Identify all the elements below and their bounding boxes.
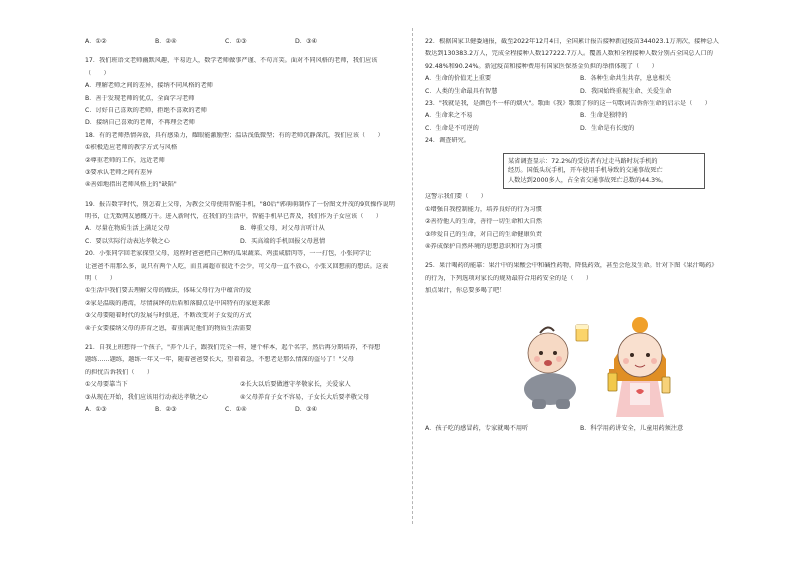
survey-text: 人数达到2000多人，占全省交通事故死亡总数的44.3%。 xyxy=(508,176,668,184)
option-c: C．人类的生命最具有智慧 xyxy=(425,87,498,95)
options-row xyxy=(85,238,403,250)
statement-item: ②尊重老师的工作，远近老师 xyxy=(85,156,165,164)
statement-item: ③从现在开始，我们应该用行动表达孝敬之心 xyxy=(85,393,209,401)
option-b: B．②④ xyxy=(155,38,177,45)
option-d: D．我国始终重视生命、关爱生命 xyxy=(580,87,672,95)
statement-item: ①父母要靠当下 xyxy=(85,381,128,389)
question-stem: 20．小张同学回老家探望父母，返程时爸爸把自己种的瓜果蔬菜、鸡蛋咸腊肉等，一一打包，小张同学让 xyxy=(85,250,372,258)
option-a: A．理解老师之间的差异，接纳不同风格的老师 xyxy=(85,82,213,90)
statement-item: ④子女要接纳父母的养育之恩，着重满足他们的物质生活需要 xyxy=(85,324,252,332)
option-b: B．各种生命共生共存，息息相关 xyxy=(580,75,671,83)
juice-glass-icon xyxy=(576,325,588,341)
option-d: D．③④ xyxy=(295,405,318,413)
statement-item: ①积极适应老师的教学方式与风格 xyxy=(85,144,178,152)
option-a: A．①② xyxy=(85,38,107,45)
statement-item: ②善待他人的生命，善待一切生命和大自然 xyxy=(425,218,542,226)
question-stem: 23．"我就是我，是颜色不一样的烟火"。歌曲《我》歌颂了你的这一句歌词告诉你生命的启示是（ ） xyxy=(425,99,711,107)
option-b: B．生命是独特的 xyxy=(580,112,628,120)
question-stem: （ ） xyxy=(85,69,110,77)
question-stem: 22．根据国家卫健委通报，截至2022年12月4日，全国累计报告接种新冠疫苗344023.1万剂次，接种总人 xyxy=(425,38,719,45)
question-23 xyxy=(425,100,745,137)
options-row xyxy=(425,112,745,124)
question-17 xyxy=(85,57,403,131)
options-row xyxy=(425,75,745,87)
statement-row xyxy=(85,394,403,406)
option-a: A．尽量在物质生活上满足父母 xyxy=(85,225,170,233)
option-b: B．科学用药讲安全，儿童用药须注意 xyxy=(580,425,684,433)
question-18 xyxy=(85,132,403,194)
option-b: B．②③ xyxy=(155,405,177,413)
statement-item: ①生活中我们要去理解父母的做法，体味父母行为中蕴含的爱 xyxy=(85,287,252,295)
option-a: A．孩子吃的感冒药，专家就喝不用听 xyxy=(425,425,529,433)
question-stem: 18．有的老师热情奔放，具有感染力，耀眼能激励型；温话浅低微型；有的老师沉静深沉，我们应该（ ） xyxy=(85,131,384,139)
statement-item: ②家是温暖的港湾，尽情演绎的后盾和落脚点是中国特有的家庭来源 xyxy=(85,299,270,307)
question-22 xyxy=(425,38,745,100)
option-a: A．生命来之不易 xyxy=(425,112,473,120)
option-a: A．生命的价值无上重要 xyxy=(425,75,492,83)
option-c: C．①③ xyxy=(225,38,247,45)
statement-item: ④养成保护自然环境的思想意识和行为习惯 xyxy=(425,242,542,250)
option-c: C．①④ xyxy=(225,405,247,413)
question-stem: 的行为，下列选项对家长的规劝最符合用药安全的是（ ） xyxy=(425,274,593,282)
statement-item: ③要承认老师之间有差异 xyxy=(85,168,153,176)
question-20 xyxy=(85,250,403,337)
question-24 xyxy=(425,137,745,255)
option-d: D．接纳自己喜欢的老师，不再理会老师 xyxy=(85,119,195,127)
option-c: C．讨好自己喜欢的老师，拒绝不喜欢的老师 xyxy=(85,106,207,114)
question-19 xyxy=(85,201,403,251)
options-row xyxy=(425,425,745,437)
question-stem: 让爸爸不用那么多，说只有两个人吃，而且离超市很近不会少，可父母一直不放心，小张又回想前的想法。这表 xyxy=(85,262,389,270)
question-stem: 21．自我上班想得一个孩子，"养个儿子，跟我们完全一样，建个样本，起个名字，然后再分期培养，不得想 xyxy=(85,343,381,351)
statement-row xyxy=(85,381,403,393)
statement-item: ②长大以后要做遵守孝敬家长，关爱家人 xyxy=(240,381,351,389)
statement-item: ④善如地指出老师风格上的"缺陷" xyxy=(85,181,177,189)
question-prompt: 这警示我们要（ ） xyxy=(425,193,487,201)
statement-item: ③珍爱自己的生命，对自己的生命健康负责 xyxy=(425,230,542,238)
cartoon-caption: 加点果汁，你总要多喝了吧！ xyxy=(425,287,506,295)
statement-item: ④父母养育子女不容易，子女长大后要孝敬父母 xyxy=(240,393,370,401)
option-c: C．生命是不可逆的 xyxy=(425,124,479,132)
survey-text: 经历。国低头玩手机，开车使用手机导致的交通事故死亡 xyxy=(508,167,663,175)
baby-figure xyxy=(524,328,576,410)
option-c: C．要以实际行动表达孝敬之心 xyxy=(85,237,170,245)
question-stem: 题练……题练，题练一年又一年，随着爸爸要长大，望着着急，不想老是那么情深的盗号了！"父母 xyxy=(85,356,354,364)
question-stem: 19．报告数字时代，别怎着上父母，为教会父母使用智能手机，"80后"郭萌萌制作了一份图文并茂的9页操作说明 xyxy=(85,200,395,208)
option-b: B．善于发现老师的优点，全面学习老师 xyxy=(85,94,195,102)
spoon-icon xyxy=(662,377,670,393)
left-column xyxy=(85,38,403,418)
option-b: B．尊重父母，对父母言听计从 xyxy=(240,225,325,233)
question-stem: 24．调查研究。 xyxy=(425,137,470,145)
option-a: A．①③ xyxy=(85,405,107,413)
question-stem: 92.48%和90.24%。新冠疫苗和接种费用有国家医保基金负担的举措体现了（ ） xyxy=(425,62,658,70)
question-stem: 25．果汁喝药的能靠：果汁中的果酸会中和碱性药物，降低药效，甚至会危及生命。针对下图《果汁喝药》 xyxy=(425,262,718,270)
options-row xyxy=(85,225,403,237)
question-21 xyxy=(85,344,403,418)
option-d: D．买高端的手机回报父母恩情 xyxy=(240,237,326,245)
survey-box xyxy=(503,153,705,190)
girl-figure xyxy=(614,317,666,417)
top-options xyxy=(85,38,403,50)
cartoon-svg xyxy=(510,303,700,421)
options-row xyxy=(85,406,403,418)
question-stem: 明（ ） xyxy=(85,275,116,283)
question-stem: 数达到130383.2万人，完成全程接种人数127222.7万人。覆盖人数和全程接种人数分别占全国总人口的 xyxy=(425,50,713,58)
question-stem: 17．我们班语文老师幽默风趣，平易近人，数学老师做事严谨、不苟言笑。面对不同风格的老师，我们应该 xyxy=(85,57,378,65)
statement-item: ①增强自我控制能力，培养良好的行为习惯 xyxy=(425,205,542,213)
option-d: D．生命是有长度的 xyxy=(580,124,635,132)
options-row xyxy=(425,88,745,100)
statement-item: ③父母要随着时代的发展与时俱进，不断改变对子女爱的方式 xyxy=(85,312,252,320)
column-divider xyxy=(412,28,413,524)
question-stem: 的担忧告诉我们（ ） xyxy=(85,368,154,376)
right-column xyxy=(425,38,745,438)
survey-text: 某省调查显示：72.2%的受访者有过走马路时玩手机的 xyxy=(508,157,658,165)
cartoon-illustration xyxy=(510,303,700,421)
medicine-bottle-icon xyxy=(608,369,617,391)
options-row xyxy=(425,125,745,137)
option-d: D．③④ xyxy=(295,38,318,45)
question-25 xyxy=(425,262,745,438)
question-stem: 明书，让无数网友感慨万千。进入新时代，在我们的生活中，智能手机早已普及，我们作为子女应该（ ） xyxy=(85,213,382,221)
